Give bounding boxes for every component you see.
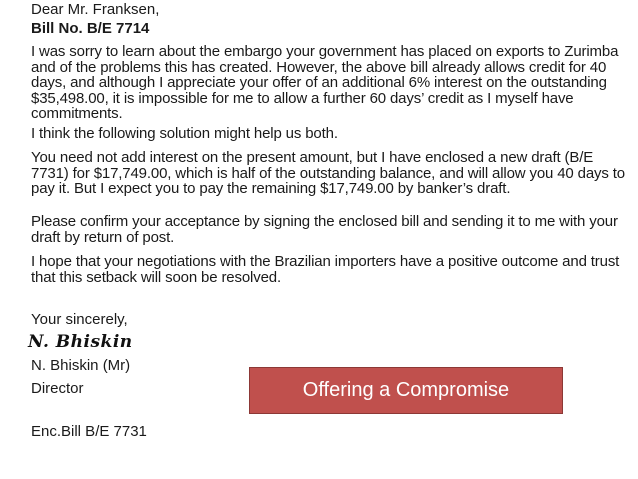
letter-closing: Your sincerely, [31,311,128,328]
letter-paragraph: I hope that your negotiations with the Brazilian importers have a positive outcome and trust that this setback will soon be resolved. [31,253,620,286]
letter-subject: Bill No. B/E 7714 [31,20,150,37]
title-banner [249,367,563,414]
handwritten-signature: N. Bhiskin [28,332,133,352]
letter-paragraph: I think the following solution might help us both. [31,125,338,142]
signer-name: N. Bhiskin (Mr) [31,357,131,374]
letter-greeting: Dear Mr. Franksen, [31,1,160,18]
letter-paragraph: Please confirm your acceptance by signing the enclosed bill and sending it to me with your draft by return of post. [31,213,618,246]
letter-paragraph: You need not add interest on the present amount, but I have enclosed a new draft (B/E 7731) for $17,749.00, which is half of the outstanding balance, and will allow you 40 days to pay it. But I expect you to pay the remaining $17,749.00 by banker’s draft. [31,149,625,197]
enclosure-note: Enc.Bill B/E 7731 [31,423,147,440]
banner-label: Offering a Compromise [302,379,510,401]
letter-paragraph: I was sorry to learn about the embargo your government has placed on exports to Zurimba and of the problems this has created. However, the above bill already allows credit for 40 days, and although I appreciate your offer of an additional 6% interest on the outstanding $35,498.00, it is impossible for me to allow a further 60 days’ credit as I myself have commitments. [31,43,619,122]
signer-title: Director [31,380,84,397]
